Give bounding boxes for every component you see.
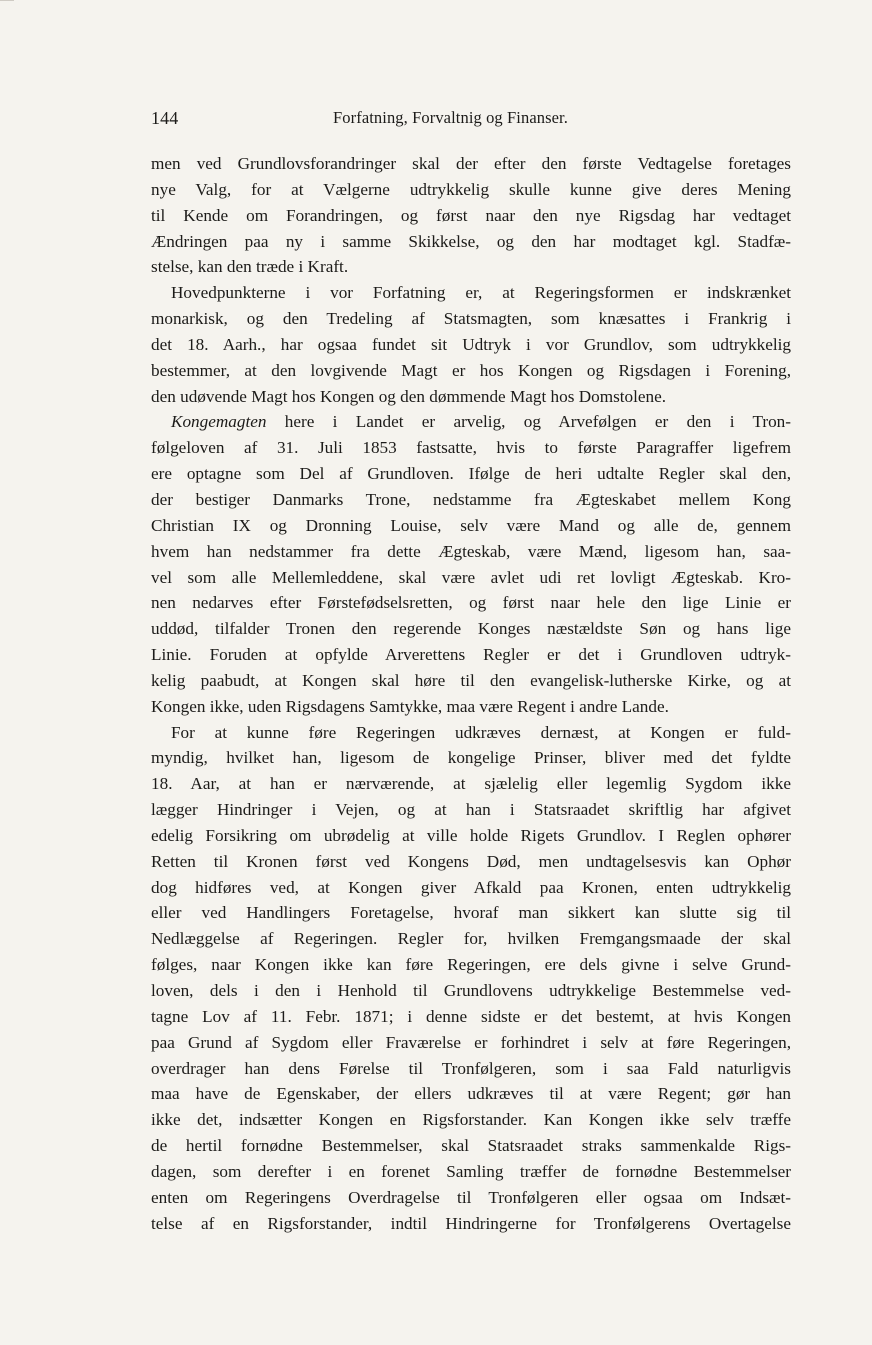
text-line: bestemmer, at den lovgivende Magt er hos Kongen og Rigsdagen i Forening,	[151, 360, 791, 380]
text-line: paa Grund af Sygdom eller Fraværelse er forhindret i selv at føre Regeringen,	[151, 1032, 791, 1052]
text-line: tagne Lov af 11. Febr. 1871; i denne sidste er det bestemt, at hvis Kongen	[151, 1006, 791, 1026]
text-line: men ved Grundlovsforandringer skal der efter den første Vedtagelse foretages	[151, 154, 791, 173]
text-line: myndig, hvilket han, ligesom de kongelige Prinser, bliver med det fyldte	[151, 748, 791, 768]
text-line: det 18. Aarh., har ogsaa fundet sit Udtryk i vor Grundlov, som udtrykkelig	[151, 334, 791, 354]
text-line: følges, naar Kongen ikke kan føre Regeringen, ere dels givne i selve Grund-	[151, 955, 791, 975]
text-line: lægger Hindringer i Vejen, og at han i Statsraadet skriftlig har afgivet	[151, 800, 791, 820]
text-line: Kongen ikke, uden Rigsdagens Samtykke, maa være Regent i andre Lande.	[151, 696, 669, 716]
text-line: Nedlæggelse af Regeringen. Regler for, hvilken Fremgangsmaade der skal	[151, 929, 791, 949]
page-header	[151, 108, 791, 132]
text-line: For at kunne føre Regeringen udkræves dernæst, at Kongen er fuld-	[171, 722, 791, 742]
text-line: Retten til Kronen først ved Kongens Død, men undtagelsesvis kan Ophør	[151, 851, 791, 871]
text-line: nye Valg, for at Vælgerne udtrykkelig skulle kunne give deres Mening	[151, 179, 791, 199]
text-line: Hovedpunkterne i vor Forfatning er, at Regeringsformen er indskrænket	[171, 283, 791, 303]
text-line: ikke det, indsætter Kongen en Rigsforstander. Kan Kongen ikke selv træffe	[151, 1110, 791, 1130]
text-line: vel som alle Mellemleddene, skal være avlet udi ret lovligt Ægteskab. Kro-	[151, 567, 791, 587]
text-line-kongemagten	[151, 409, 791, 435]
page-number: 144	[151, 108, 179, 128]
text-line: nen nedarves efter Førstefødselsretten, og først naar hele den lige Linie er	[151, 593, 791, 613]
text-line: loven, dels i den i Henhold til Grundlovens udtrykkelige Bestemmelse ved-	[151, 981, 791, 1000]
scan-edge-mark	[0, 0, 14, 1]
text-line: overdrager han dens Førelse til Tronfølgeren, som i saa Fald naturligvis	[151, 1058, 791, 1078]
text-line: dog hidføres ved, at Kongen giver Afkald paa Kronen, enten udtrykkelig	[151, 877, 791, 897]
text-line: dagen, som derefter i en forenet Samling træffer de fornødne Bestemmelser	[151, 1161, 791, 1181]
text-line: kelig paabudt, at Kongen skal høre til den evangelisk-lutherske Kirke, og at	[151, 670, 791, 690]
text-line: Ændringen paa ny i samme Skikkelse, og den har modtaget kgl. Stadfæ-	[151, 231, 791, 251]
text-line: 18. Aar, at han er nærværende, at sjælelig eller legemlig Sygdom ikke	[151, 774, 791, 794]
text-line: hvem han nedstammer fra dette Ægteskab, være Mænd, ligesom han, saa-	[151, 541, 791, 561]
text-line: monarkisk, og den Tredeling af Statsmagten, som knæsattes i Frankrig i	[151, 309, 791, 329]
text-line: den udøvende Magt hos Kongen og den dømmende Magt hos Domstolene.	[151, 386, 667, 406]
emphasis-kongemagten: Kongemagten	[171, 412, 267, 432]
running-title: Forfatning, Forvaltnig og Finanser.	[333, 108, 568, 127]
text-line: stelse, kan den træde i Kraft.	[151, 257, 349, 277]
text-line: edelig Forsikring om ubrødelig at ville holde Rigets Grundlov. I Reglen ophører	[151, 825, 791, 845]
body-text	[151, 151, 791, 1236]
text-line: ere optagne som Del af Grundloven. Ifølge de heri udtalte Regler skal den,	[151, 464, 791, 484]
text-line: uddød, tilfalder Tronen den regerende Konges næstældste Søn og hans lige	[151, 619, 791, 639]
text-line: Christian IX og Dronning Louise, selv være Mand og alle de, gennem	[151, 515, 791, 535]
text-line: eller ved Handlingers Foretagelse, hvoraf man sikkert kan slutte sig til	[151, 903, 791, 923]
text-line: maa have de Egenskaber, der ellers udkræves til at være Regent; gør han	[151, 1084, 791, 1104]
text-line: til Kende om Forandringen, og først naar den nye Rigsdag har vedtaget	[151, 205, 791, 225]
text-line: de hertil fornødne Bestemmelser, skal Statsraadet straks sammenkalde Rigs-	[151, 1136, 791, 1156]
text-line: følgeloven af 31. Juli 1853 fastsatte, hvis to første Paragraffer ligefrem	[151, 438, 791, 458]
text-line-rest: here i Landet er arvelig, og Arvefølgen er den i Tron-	[284, 412, 791, 432]
text-line: telse af en Rigsforstander, indtil Hindringerne for Tronfølgerens Overtagelse	[151, 1213, 791, 1233]
text-line: Linie. Foruden at opfylde Arverettens Regler er det i Grundloven udtryk-	[151, 645, 791, 665]
text-line: enten om Regeringens Overdragelse til Tronfølgeren eller ogsaa om Indsæt-	[151, 1187, 791, 1207]
text-line: der bestiger Danmarks Trone, nedstamme fra Ægteskabet mellem Kong	[151, 489, 791, 509]
